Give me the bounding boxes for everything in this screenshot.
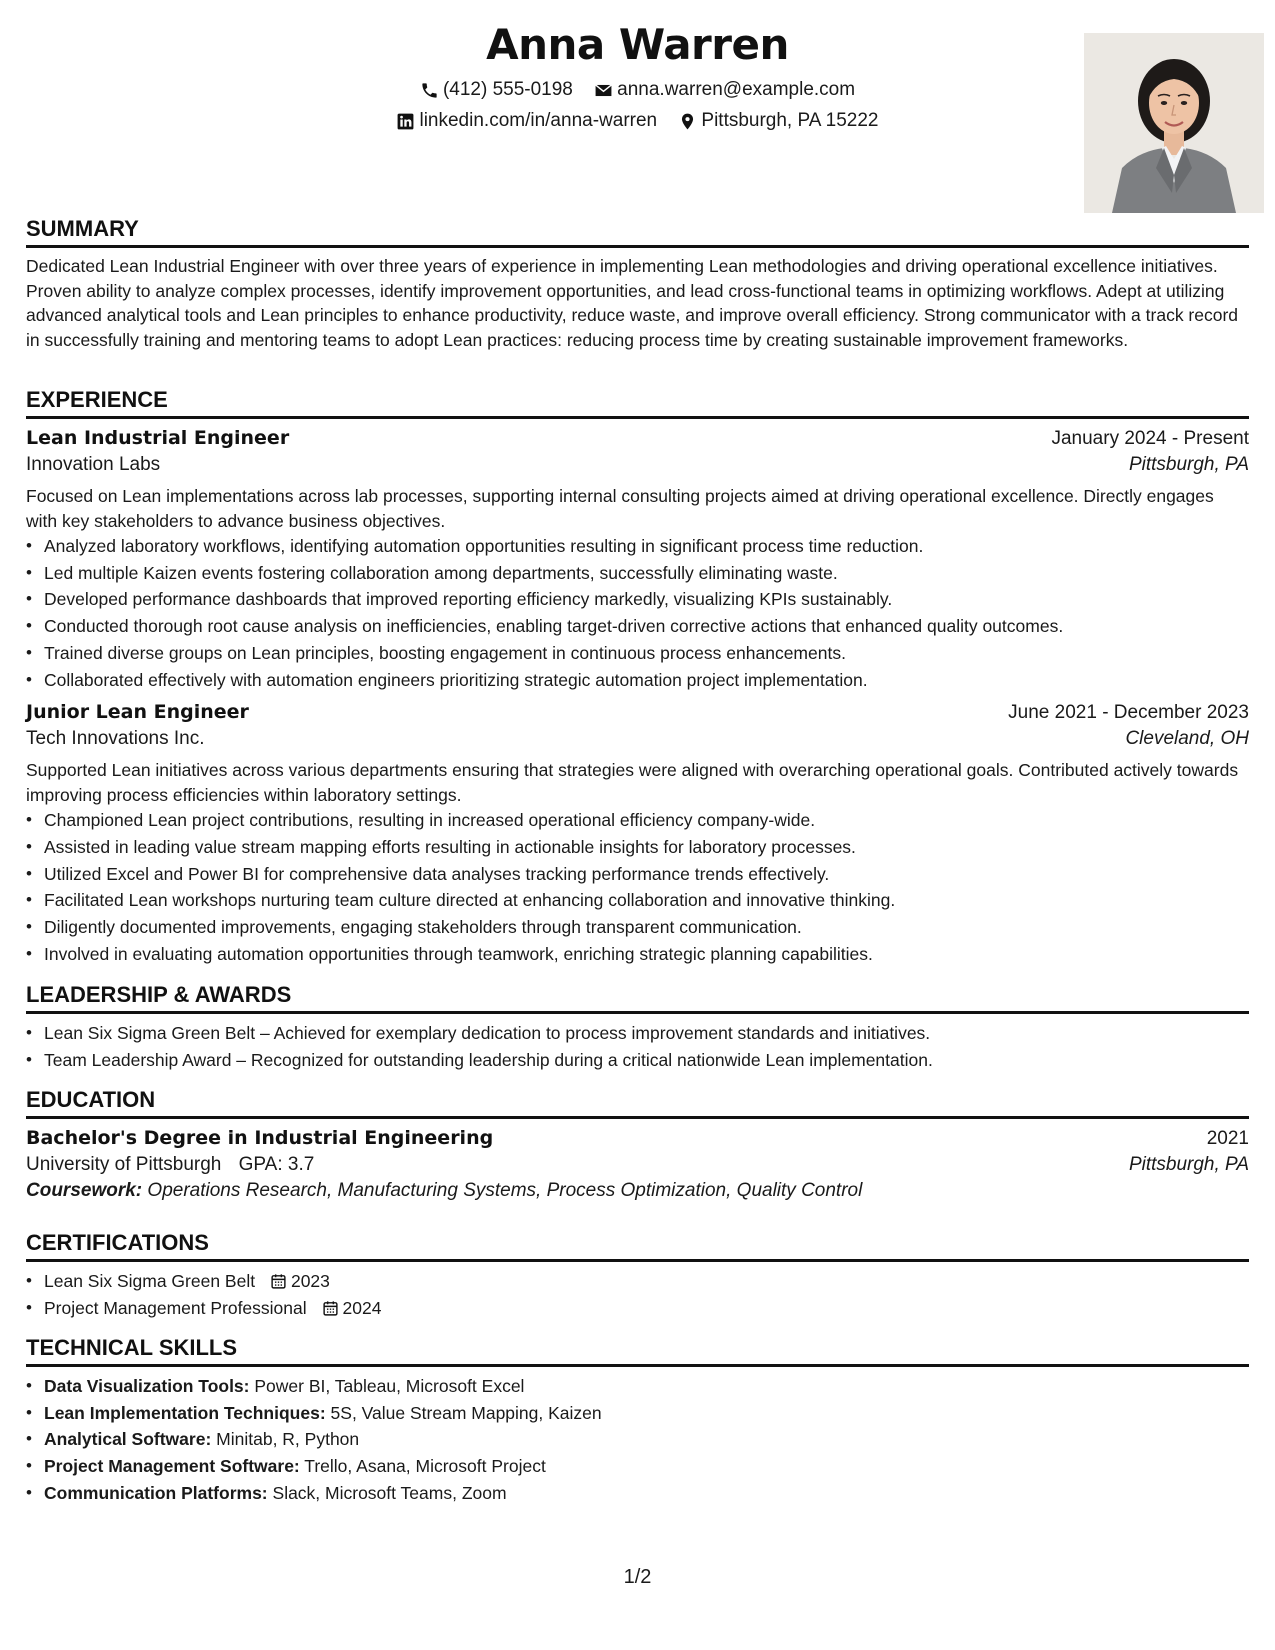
phone-contact <box>420 79 573 101</box>
education-section <box>26 1087 1249 1202</box>
gpa: GPA: 3.7 <box>238 1154 315 1175</box>
envelope-icon <box>594 81 613 100</box>
list-item: • Collaborated effectively with automation engineers prioritizing strategic automation project implementation. <box>44 667 1249 694</box>
linkedin-url[interactable]: linkedin.com/in/anna-warren <box>419 110 658 131</box>
job-title: Junior Lean Engineer <box>26 701 249 724</box>
degree-name: Bachelor's Degree in Industrial Engineering <box>26 1127 494 1149</box>
school-location: Pittsburgh, PA <box>1128 1154 1249 1175</box>
job-company-row <box>26 728 1249 750</box>
experience-heading: EXPERIENCE <box>26 387 1249 419</box>
list-item: • Lean Six Sigma Green Belt – Achieved for exemplary dedication to process improvement standards and initiatives. <box>44 1020 1249 1047</box>
linkedin-icon <box>396 112 415 131</box>
page-number: 1/2 <box>623 1566 652 1588</box>
phone-icon <box>420 81 439 100</box>
coursework-list: Operations Research, Manufacturing Systems, Process Optimization, Quality Control <box>147 1180 863 1201</box>
skills-heading: TECHNICAL SKILLS <box>26 1335 1249 1367</box>
summary-section <box>26 216 1249 352</box>
degree-row <box>26 1127 1249 1150</box>
job-entry <box>26 427 1249 693</box>
company-name: Innovation Labs <box>26 454 161 475</box>
email-address[interactable]: anna.warren@example.com <box>617 79 856 100</box>
job-company-row <box>26 454 1249 476</box>
certifications-heading: CERTIFICATIONS <box>26 1230 1249 1262</box>
skill-category: Project Management Software: <box>44 1456 300 1477</box>
location-contact <box>678 110 878 132</box>
job-entry <box>26 701 1249 967</box>
job-dates: January 2024 - Present <box>1051 428 1249 449</box>
list-item <box>44 1480 1249 1507</box>
graduation-year: 2021 <box>1206 1128 1249 1149</box>
linkedin-contact[interactable] <box>396 110 657 132</box>
skill-category: Communication Platforms: <box>44 1482 268 1503</box>
email-contact[interactable] <box>594 79 855 101</box>
skills-section <box>26 1335 1249 1507</box>
education-heading: EDUCATION <box>26 1087 1249 1119</box>
skill-values: Trello, Asana, Microsoft Project <box>304 1456 546 1477</box>
job-header-row <box>26 427 1249 450</box>
cert-name: Lean Six Sigma Green Belt <box>44 1271 256 1291</box>
list-item: • Conducted thorough root cause analysis on inefficiencies, enabling target-driven corrective actions that enhanced quality outcomes. <box>44 613 1249 640</box>
list-item: • Analyzed laboratory workflows, identifying automation opportunities resulting in significant process time reduction. <box>44 533 1249 560</box>
resume-header <box>26 0 1249 210</box>
profile-photo <box>1084 33 1264 213</box>
location-text: Pittsburgh, PA 15222 <box>701 110 879 131</box>
skill-category: Analytical Software: <box>44 1429 212 1450</box>
map-pin-icon <box>678 112 697 131</box>
summary-heading: SUMMARY <box>26 216 1249 248</box>
coursework-line <box>26 1180 1249 1202</box>
list-item: • Assisted in leading value stream mapping efforts resulting in actionable insights for laboratory processes. <box>44 834 1249 861</box>
job-description: Supported Lean initiatives across various departments ensuring that strategies were aligned with overarching operational goals. Contributed actively towards improving process efficiencies within laboratory settings. <box>26 760 1239 805</box>
job-location: Pittsburgh, PA <box>1128 454 1249 475</box>
profile-photo-illustration <box>1084 33 1264 213</box>
experience-section <box>26 387 1249 967</box>
contact-row-primary <box>26 79 1249 106</box>
job-location: Cleveland, OH <box>1125 728 1249 750</box>
job-header-row <box>26 701 1249 724</box>
list-item: • Developed performance dashboards that improved reporting efficiency markedly, visualizing KPIs sustainably. <box>44 586 1249 613</box>
calendar-icon <box>270 1273 287 1290</box>
list-item <box>44 1400 1249 1427</box>
certifications-section <box>26 1230 1249 1321</box>
school-info <box>26 1154 314 1176</box>
school-row <box>26 1154 1249 1176</box>
phone-number: (412) 555-0198 <box>442 79 573 100</box>
list-item <box>44 1426 1249 1453</box>
job-description: Focused on Lean implementations across lab processes, supporting internal consulting projects aimed at driving operational excellence. Directly engages with key stakeholders to advance business objectives. <box>26 486 1214 531</box>
job-bullet-list <box>26 807 1249 967</box>
contact-row-secondary <box>26 110 1249 137</box>
school-name: University of Pittsburgh <box>26 1154 222 1175</box>
skill-values: Minitab, R, Python <box>216 1429 360 1450</box>
job-bullet-list <box>26 533 1249 693</box>
list-item: • Utilized Excel and Power BI for comprehensive data analyses tracking performance trends effectively. <box>44 861 1249 888</box>
list-item <box>44 1373 1249 1400</box>
candidate-name: Anna Warren <box>486 20 789 69</box>
list-item: • Diligently documented improvements, engaging stakeholders through transparent communication. <box>44 914 1249 941</box>
list-item <box>44 1268 1249 1295</box>
list-item <box>44 1295 1249 1322</box>
skill-values: 5S, Value Stream Mapping, Kaizen <box>330 1402 602 1423</box>
list-item: • Led multiple Kaizen events fostering collaboration among departments, successfully eliminating waste. <box>44 560 1249 587</box>
calendar-icon <box>322 1300 339 1317</box>
list-item: • Trained diverse groups on Lean principles, boosting engagement in continuous process enhancements. <box>44 640 1249 667</box>
list-item: • Involved in evaluating automation opportunities through teamwork, enriching strategic planning capabilities. <box>44 941 1249 968</box>
cert-name: Project Management Professional <box>44 1297 307 1318</box>
skill-category: Lean Implementation Techniques: <box>44 1402 326 1423</box>
resume-page <box>26 0 1249 1650</box>
list-item: • Championed Lean project contributions, resulting in increased operational efficiency company-wide. <box>44 807 1249 834</box>
coursework-label: Coursework: <box>26 1180 143 1201</box>
list-item: • Team Leadership Award – Recognized for outstanding leadership during a critical nationwide Lean implementation. <box>44 1047 1249 1074</box>
skill-values: Power BI, Tableau, Microsoft Excel <box>254 1376 525 1396</box>
company-name: Tech Innovations Inc. <box>26 728 205 750</box>
leadership-list <box>26 1020 1249 1073</box>
list-item: • Facilitated Lean workshops nurturing team culture directed at enhancing collaboration and innovative thinking. <box>44 887 1249 914</box>
certifications-list <box>26 1268 1249 1321</box>
skill-category: Data Visualization Tools: <box>44 1376 250 1396</box>
list-item <box>44 1453 1249 1480</box>
skills-list <box>26 1373 1249 1507</box>
summary-text: Dedicated Lean Industrial Engineer with over three years of experience in implementing Lean methodologies and driving operational excellence initiatives. Proven ability to analyze complex processes, identify improvement opportunities, and lead cross-functional teams in optimizing workflows. Adept at utilizing advanced analytical tools and Lean principles to enhance productivity, reduce waste, and improve overall efficiency. Strong communicator with a track record in successfully training and mentoring teams to adopt Lean practices: reducing process time by creating sustainable improvement frameworks. <box>26 256 1239 350</box>
job-dates: June 2021 - December 2023 <box>1008 702 1249 724</box>
cert-year: 2024 <box>342 1297 382 1318</box>
job-title: Lean Industrial Engineer <box>26 427 290 449</box>
leadership-heading: LEADERSHIP & AWARDS <box>26 982 1249 1014</box>
skill-values: Slack, Microsoft Teams, Zoom <box>272 1482 507 1503</box>
leadership-section <box>26 982 1249 1073</box>
cert-year: 2023 <box>290 1271 330 1291</box>
